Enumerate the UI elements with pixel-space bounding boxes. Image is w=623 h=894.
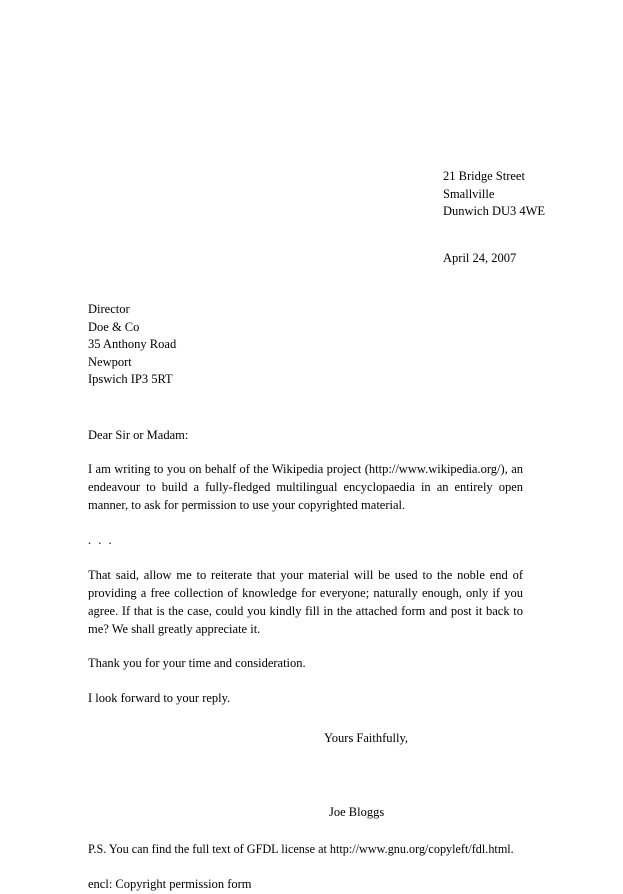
recipient-address	[88, 301, 523, 389]
recipient-address-line-2: Doe & Co	[88, 319, 140, 334]
ellipsis-break: . . .	[88, 533, 114, 548]
sender-address-line-2: Smallville	[443, 186, 495, 201]
salutation: Dear Sir or Madam:	[88, 427, 189, 442]
recipient-address-line-4: Newport	[88, 354, 132, 369]
recipient-address-line-5: Ipswich IP3 5RT	[88, 372, 173, 386]
signature-name: Joe Bloggs	[329, 805, 385, 820]
sender-address-line-3: Dunwich DU3 4WE	[443, 204, 546, 218]
recipient-address-line-3: 35 Anthony Road	[88, 337, 177, 351]
closing-phrase: Yours Faithfully,	[324, 730, 409, 745]
letter-body	[88, 168, 546, 894]
enclosure-note: encl: Copyright permission form	[88, 877, 252, 892]
paragraph-3: Thank you for your time and consideration.	[88, 656, 306, 671]
paragraph-4: I look forward to your reply.	[88, 691, 231, 706]
postscript: P.S. You can find the full text of GFDL license at http://www.gnu.org/copyleft/fdl.html.	[88, 841, 514, 856]
paragraph-1: I am writing to you on behalf of the Wikipedia project (http://www.wikipedia.org/), an endeavour to build a fully-fledged multilingual encyclopaedia in an entirely open manner, to ask for permission to use your copyrighted material.	[88, 462, 523, 512]
recipient-address-line-1: Director	[88, 302, 130, 316]
sender-address	[443, 168, 623, 221]
letter-date: April 24, 2007	[443, 250, 517, 265]
sender-address-line-1: 21 Bridge Street	[443, 169, 525, 183]
paragraph-2: That said, allow me to reiterate that your material will be used to the noble end of providing a free collection of knowledge for everyone; naturally enough, only if you agree. If that is the case, could you kindly fill in the attached form and post it back to me? We shall greatly appreciate it.	[88, 568, 523, 636]
